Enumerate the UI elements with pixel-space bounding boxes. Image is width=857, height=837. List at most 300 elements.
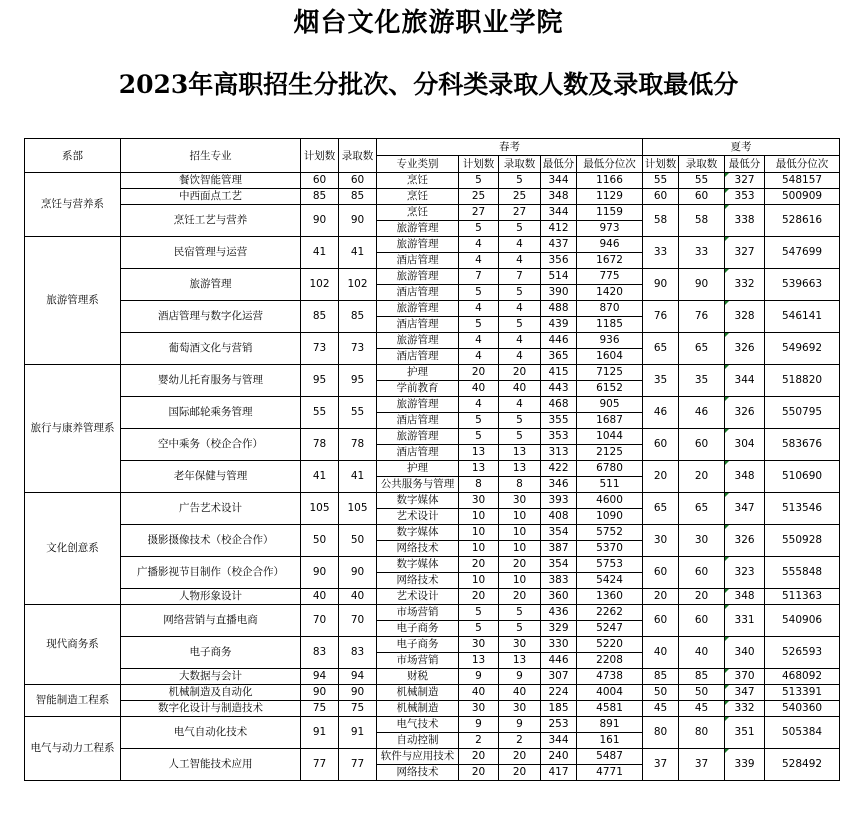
admit-cell: 41 xyxy=(339,461,377,493)
spring-admit-cell: 13 xyxy=(499,445,541,461)
spring-rank-cell: 5247 xyxy=(577,621,643,637)
spring-admit-cell: 13 xyxy=(499,653,541,669)
col-header-category: 专业类别 xyxy=(377,156,459,173)
spring-min-cell: 422 xyxy=(541,461,577,477)
plan-cell: 77 xyxy=(301,749,339,781)
spring-min-cell: 437 xyxy=(541,237,577,253)
spring-rank-cell: 5220 xyxy=(577,637,643,653)
spring-min-cell: 355 xyxy=(541,413,577,429)
spring-rank-cell: 4581 xyxy=(577,701,643,717)
spring-admit-cell: 8 xyxy=(499,477,541,493)
spring-category-cell: 旅游管理 xyxy=(377,221,459,237)
spring-admit-cell: 4 xyxy=(499,349,541,365)
spring-admit-cell: 4 xyxy=(499,253,541,269)
spring-plan-cell: 4 xyxy=(459,397,499,413)
summer-rank-cell: 540906 xyxy=(765,605,840,637)
spring-category-cell: 烹饪 xyxy=(377,189,459,205)
plan-cell: 90 xyxy=(301,205,339,237)
spring-admit-cell: 40 xyxy=(499,685,541,701)
table-row xyxy=(25,429,840,445)
spring-admit-cell: 5 xyxy=(499,221,541,237)
spring-category-cell: 护理 xyxy=(377,461,459,477)
spring-plan-cell: 5 xyxy=(459,173,499,189)
spring-category-cell: 财税 xyxy=(377,669,459,685)
spring-min-cell: 354 xyxy=(541,557,577,573)
plan-cell: 90 xyxy=(301,557,339,589)
table-row xyxy=(25,189,840,205)
spring-admit-cell: 20 xyxy=(499,365,541,381)
summer-admit-cell: 90 xyxy=(679,269,725,301)
spring-min-cell: 446 xyxy=(541,333,577,349)
spring-min-cell: 488 xyxy=(541,301,577,317)
summer-min-cell: 344 xyxy=(725,365,765,397)
spring-rank-cell: 5370 xyxy=(577,541,643,557)
spring-min-cell: 344 xyxy=(541,205,577,221)
spring-min-cell: 353 xyxy=(541,429,577,445)
summer-rank-cell: 555848 xyxy=(765,557,840,589)
spring-plan-cell: 8 xyxy=(459,477,499,493)
spring-admit-cell: 10 xyxy=(499,573,541,589)
summer-min-cell: 340 xyxy=(725,637,765,669)
spring-plan-cell: 5 xyxy=(459,285,499,301)
dept-cell: 智能制造工程系 xyxy=(25,685,121,717)
summer-admit-cell: 65 xyxy=(679,493,725,525)
spring-plan-cell: 4 xyxy=(459,333,499,349)
spring-rank-cell: 4600 xyxy=(577,493,643,509)
summer-min-cell: 348 xyxy=(725,589,765,605)
spring-min-cell: 443 xyxy=(541,381,577,397)
spring-admit-cell: 2 xyxy=(499,733,541,749)
spring-plan-cell: 4 xyxy=(459,349,499,365)
spring-plan-cell: 20 xyxy=(459,589,499,605)
table-row xyxy=(25,269,840,285)
col-header-spring-rank: 最低分位次 xyxy=(577,156,643,173)
summer-rank-cell: 528616 xyxy=(765,205,840,237)
admit-cell: 102 xyxy=(339,269,377,301)
dept-cell: 文化创意系 xyxy=(25,493,121,605)
summer-rank-cell: 511363 xyxy=(765,589,840,605)
spring-min-cell: 253 xyxy=(541,717,577,733)
spring-admit-cell: 7 xyxy=(499,269,541,285)
spring-plan-cell: 27 xyxy=(459,205,499,221)
summer-plan-cell: 65 xyxy=(643,333,679,365)
summer-plan-cell: 20 xyxy=(643,589,679,605)
major-name-cell: 广播影视节目制作（校企合作） xyxy=(121,557,301,589)
summer-min-cell: 304 xyxy=(725,429,765,461)
spring-plan-cell: 40 xyxy=(459,685,499,701)
summer-admit-cell: 60 xyxy=(679,189,725,205)
spring-admit-cell: 9 xyxy=(499,717,541,733)
summer-rank-cell: 505384 xyxy=(765,717,840,749)
admit-cell: 50 xyxy=(339,525,377,557)
spring-rank-cell: 775 xyxy=(577,269,643,285)
admit-cell: 41 xyxy=(339,237,377,269)
dept-cell: 现代商务系 xyxy=(25,605,121,685)
spring-plan-cell: 4 xyxy=(459,301,499,317)
spring-admit-cell: 30 xyxy=(499,493,541,509)
spring-plan-cell: 5 xyxy=(459,413,499,429)
spring-admit-cell: 5 xyxy=(499,317,541,333)
col-header-spring-admit: 录取数 xyxy=(499,156,541,173)
dept-cell: 电气与动力工程系 xyxy=(25,717,121,781)
summer-admit-cell: 37 xyxy=(679,749,725,781)
summer-admit-cell: 65 xyxy=(679,333,725,365)
major-name-cell: 餐饮智能管理 xyxy=(121,173,301,189)
admit-cell: 94 xyxy=(339,669,377,685)
major-name-cell: 摄影摄像技术（校企合作） xyxy=(121,525,301,557)
spring-plan-cell: 10 xyxy=(459,541,499,557)
spring-plan-cell: 10 xyxy=(459,525,499,541)
spring-plan-cell: 13 xyxy=(459,461,499,477)
plan-cell: 83 xyxy=(301,637,339,669)
major-name-cell: 电气自动化技术 xyxy=(121,717,301,749)
plan-cell: 73 xyxy=(301,333,339,365)
spring-plan-cell: 5 xyxy=(459,221,499,237)
summer-min-cell: 351 xyxy=(725,717,765,749)
summer-plan-cell: 46 xyxy=(643,397,679,429)
summer-admit-cell: 58 xyxy=(679,205,725,237)
plan-cell: 41 xyxy=(301,461,339,493)
table-row xyxy=(25,557,840,573)
summer-min-cell: 353 xyxy=(725,189,765,205)
summer-rank-cell: 583676 xyxy=(765,429,840,461)
summer-admit-cell: 55 xyxy=(679,173,725,189)
spring-category-cell: 护理 xyxy=(377,365,459,381)
summer-plan-cell: 60 xyxy=(643,557,679,589)
spring-category-cell: 旅游管理 xyxy=(377,333,459,349)
plan-cell: 102 xyxy=(301,269,339,301)
spring-plan-cell: 2 xyxy=(459,733,499,749)
major-name-cell: 广告艺术设计 xyxy=(121,493,301,525)
plan-cell: 70 xyxy=(301,605,339,637)
spring-category-cell: 电子商务 xyxy=(377,621,459,637)
spring-category-cell: 烹饪 xyxy=(377,173,459,189)
summer-rank-cell: 518820 xyxy=(765,365,840,397)
spring-rank-cell: 1687 xyxy=(577,413,643,429)
spring-min-cell: 514 xyxy=(541,269,577,285)
spring-min-cell: 439 xyxy=(541,317,577,333)
spring-admit-cell: 20 xyxy=(499,589,541,605)
spring-rank-cell: 1360 xyxy=(577,589,643,605)
plan-cell: 78 xyxy=(301,429,339,461)
summer-min-cell: 323 xyxy=(725,557,765,589)
summer-min-cell: 327 xyxy=(725,237,765,269)
major-name-cell: 数字化设计与制造技术 xyxy=(121,701,301,717)
spring-min-cell: 185 xyxy=(541,701,577,717)
spring-plan-cell: 5 xyxy=(459,605,499,621)
summer-admit-cell: 80 xyxy=(679,717,725,749)
summer-plan-cell: 30 xyxy=(643,525,679,557)
spring-admit-cell: 40 xyxy=(499,381,541,397)
spring-category-cell: 软件与应用技术 xyxy=(377,749,459,765)
spring-category-cell: 旅游管理 xyxy=(377,397,459,413)
summer-rank-cell: 550795 xyxy=(765,397,840,429)
spring-plan-cell: 20 xyxy=(459,749,499,765)
admit-cell: 91 xyxy=(339,717,377,749)
spring-min-cell: 330 xyxy=(541,637,577,653)
table-row xyxy=(25,605,840,621)
spring-category-cell: 旅游管理 xyxy=(377,269,459,285)
spring-rank-cell: 1090 xyxy=(577,509,643,525)
col-header-summer-rank: 最低分位次 xyxy=(765,156,840,173)
major-name-cell: 葡萄酒文化与营销 xyxy=(121,333,301,365)
summer-min-cell: 328 xyxy=(725,301,765,333)
plan-cell: 55 xyxy=(301,397,339,429)
summer-admit-cell: 20 xyxy=(679,461,725,493)
col-header-spring: 春考 xyxy=(377,139,643,156)
spring-plan-cell: 4 xyxy=(459,237,499,253)
spring-min-cell: 356 xyxy=(541,253,577,269)
spring-admit-cell: 4 xyxy=(499,237,541,253)
summer-admit-cell: 30 xyxy=(679,525,725,557)
major-name-cell: 国际邮轮乘务管理 xyxy=(121,397,301,429)
spring-rank-cell: 5487 xyxy=(577,749,643,765)
col-header-summer: 夏考 xyxy=(643,139,840,156)
table-row xyxy=(25,589,840,605)
table-row xyxy=(25,685,840,701)
table-row xyxy=(25,701,840,717)
spring-admit-cell: 5 xyxy=(499,605,541,621)
table-body xyxy=(25,173,840,781)
spring-rank-cell: 2262 xyxy=(577,605,643,621)
summer-plan-cell: 33 xyxy=(643,237,679,269)
plan-cell: 95 xyxy=(301,365,339,397)
spring-rank-cell: 1420 xyxy=(577,285,643,301)
summer-plan-cell: 40 xyxy=(643,637,679,669)
summer-rank-cell: 513391 xyxy=(765,685,840,701)
summer-min-cell: 326 xyxy=(725,333,765,365)
spring-admit-cell: 30 xyxy=(499,637,541,653)
spring-admit-cell: 5 xyxy=(499,413,541,429)
major-name-cell: 婴幼儿托育服务与管理 xyxy=(121,365,301,397)
admit-cell: 90 xyxy=(339,685,377,701)
summer-rank-cell: 539663 xyxy=(765,269,840,301)
spring-category-cell: 学前教育 xyxy=(377,381,459,397)
spring-admit-cell: 5 xyxy=(499,621,541,637)
spring-admit-cell: 25 xyxy=(499,189,541,205)
spring-admit-cell: 20 xyxy=(499,557,541,573)
spring-rank-cell: 870 xyxy=(577,301,643,317)
table-row xyxy=(25,333,840,349)
summer-plan-cell: 80 xyxy=(643,717,679,749)
spring-plan-cell: 20 xyxy=(459,557,499,573)
table-row xyxy=(25,669,840,685)
col-header-summer-plan: 计划数 xyxy=(643,156,679,173)
dept-cell: 烹饪与营养系 xyxy=(25,173,121,237)
spring-rank-cell: 946 xyxy=(577,237,643,253)
spring-category-cell: 网络技术 xyxy=(377,765,459,781)
summer-min-cell: 327 xyxy=(725,173,765,189)
spring-category-cell: 机械制造 xyxy=(377,701,459,717)
summer-plan-cell: 58 xyxy=(643,205,679,237)
spring-plan-cell: 10 xyxy=(459,509,499,525)
spring-rank-cell: 973 xyxy=(577,221,643,237)
spring-category-cell: 旅游管理 xyxy=(377,301,459,317)
major-name-cell: 老年保健与管理 xyxy=(121,461,301,493)
spring-rank-cell: 2125 xyxy=(577,445,643,461)
spring-min-cell: 390 xyxy=(541,285,577,301)
spring-min-cell: 224 xyxy=(541,685,577,701)
plan-cell: 50 xyxy=(301,525,339,557)
spring-admit-cell: 20 xyxy=(499,749,541,765)
spring-category-cell: 机械制造 xyxy=(377,685,459,701)
admit-cell: 85 xyxy=(339,301,377,333)
spring-category-cell: 网络技术 xyxy=(377,573,459,589)
summer-min-cell: 370 xyxy=(725,669,765,685)
spring-rank-cell: 5753 xyxy=(577,557,643,573)
spring-category-cell: 酒店管理 xyxy=(377,445,459,461)
spring-admit-cell: 5 xyxy=(499,429,541,445)
spring-plan-cell: 20 xyxy=(459,765,499,781)
spring-min-cell: 446 xyxy=(541,653,577,669)
header-row-1 xyxy=(25,139,840,156)
spring-admit-cell: 5 xyxy=(499,285,541,301)
spring-min-cell: 360 xyxy=(541,589,577,605)
spring-plan-cell: 25 xyxy=(459,189,499,205)
admit-cell: 60 xyxy=(339,173,377,189)
spring-min-cell: 307 xyxy=(541,669,577,685)
plan-cell: 85 xyxy=(301,301,339,333)
summer-plan-cell: 60 xyxy=(643,429,679,461)
plan-cell: 91 xyxy=(301,717,339,749)
spring-rank-cell: 1672 xyxy=(577,253,643,269)
plan-cell: 85 xyxy=(301,189,339,205)
spring-admit-cell: 20 xyxy=(499,765,541,781)
summer-plan-cell: 20 xyxy=(643,461,679,493)
spring-plan-cell: 9 xyxy=(459,717,499,733)
summer-admit-cell: 50 xyxy=(679,685,725,701)
spring-plan-cell: 5 xyxy=(459,317,499,333)
spring-category-cell: 艺术设计 xyxy=(377,589,459,605)
plan-cell: 60 xyxy=(301,173,339,189)
col-header-spring-min: 最低分 xyxy=(541,156,577,173)
summer-min-cell: 332 xyxy=(725,701,765,717)
summer-min-cell: 339 xyxy=(725,749,765,781)
spring-rank-cell: 1604 xyxy=(577,349,643,365)
spring-category-cell: 网络技术 xyxy=(377,541,459,557)
summer-rank-cell: 510690 xyxy=(765,461,840,493)
dept-cell: 旅游管理系 xyxy=(25,237,121,365)
summer-plan-cell: 90 xyxy=(643,269,679,301)
spring-rank-cell: 1159 xyxy=(577,205,643,221)
spring-admit-cell: 30 xyxy=(499,701,541,717)
table-row xyxy=(25,493,840,509)
summer-plan-cell: 37 xyxy=(643,749,679,781)
spring-category-cell: 旅游管理 xyxy=(377,237,459,253)
admit-cell: 40 xyxy=(339,589,377,605)
col-header-admit: 录取数 xyxy=(339,139,377,173)
spring-plan-cell: 5 xyxy=(459,621,499,637)
admission-table xyxy=(24,138,840,781)
spring-category-cell: 数字媒体 xyxy=(377,525,459,541)
spring-rank-cell: 7125 xyxy=(577,365,643,381)
table-row xyxy=(25,205,840,221)
spring-category-cell: 酒店管理 xyxy=(377,285,459,301)
spring-admit-cell: 9 xyxy=(499,669,541,685)
spring-rank-cell: 6780 xyxy=(577,461,643,477)
spring-plan-cell: 10 xyxy=(459,573,499,589)
major-name-cell: 电子商务 xyxy=(121,637,301,669)
spring-category-cell: 烹饪 xyxy=(377,205,459,221)
admit-cell: 77 xyxy=(339,749,377,781)
admit-cell: 95 xyxy=(339,365,377,397)
admit-cell: 78 xyxy=(339,429,377,461)
major-name-cell: 民宿管理与运营 xyxy=(121,237,301,269)
spring-min-cell: 365 xyxy=(541,349,577,365)
spring-plan-cell: 20 xyxy=(459,365,499,381)
admit-cell: 55 xyxy=(339,397,377,429)
summer-rank-cell: 468092 xyxy=(765,669,840,685)
spring-rank-cell: 1044 xyxy=(577,429,643,445)
spring-min-cell: 393 xyxy=(541,493,577,509)
admit-cell: 73 xyxy=(339,333,377,365)
spring-category-cell: 公共服务与管理 xyxy=(377,477,459,493)
summer-admit-cell: 40 xyxy=(679,637,725,669)
spring-min-cell: 313 xyxy=(541,445,577,461)
spring-min-cell: 240 xyxy=(541,749,577,765)
summer-plan-cell: 45 xyxy=(643,701,679,717)
summer-plan-cell: 60 xyxy=(643,605,679,637)
table-row xyxy=(25,461,840,477)
spring-plan-cell: 13 xyxy=(459,653,499,669)
summer-min-cell: 348 xyxy=(725,461,765,493)
spring-admit-cell: 4 xyxy=(499,301,541,317)
spring-admit-cell: 5 xyxy=(499,173,541,189)
spring-category-cell: 数字媒体 xyxy=(377,557,459,573)
spring-admit-cell: 10 xyxy=(499,525,541,541)
col-header-spring-plan: 计划数 xyxy=(459,156,499,173)
spring-rank-cell: 891 xyxy=(577,717,643,733)
major-name-cell: 大数据与会计 xyxy=(121,669,301,685)
summer-rank-cell: 528492 xyxy=(765,749,840,781)
table-row xyxy=(25,637,840,653)
summer-plan-cell: 50 xyxy=(643,685,679,701)
table-row xyxy=(25,525,840,541)
spring-plan-cell: 7 xyxy=(459,269,499,285)
spring-plan-cell: 30 xyxy=(459,637,499,653)
admit-cell: 90 xyxy=(339,205,377,237)
summer-admit-cell: 76 xyxy=(679,301,725,333)
major-name-cell: 人物形象设计 xyxy=(121,589,301,605)
plan-cell: 40 xyxy=(301,589,339,605)
dept-cell: 旅行与康养管理系 xyxy=(25,365,121,493)
summer-rank-cell: 550928 xyxy=(765,525,840,557)
spring-category-cell: 酒店管理 xyxy=(377,253,459,269)
table-row xyxy=(25,749,840,765)
col-header-major: 招生专业 xyxy=(121,139,301,173)
table-row xyxy=(25,173,840,189)
admit-cell: 75 xyxy=(339,701,377,717)
report-title: 2023年高职招生分批次、分科类录取人数及录取最低分 xyxy=(118,70,739,99)
plan-cell: 90 xyxy=(301,685,339,701)
table-row xyxy=(25,301,840,317)
spring-min-cell: 354 xyxy=(541,525,577,541)
spring-category-cell: 市场营销 xyxy=(377,605,459,621)
summer-min-cell: 338 xyxy=(725,205,765,237)
spring-min-cell: 348 xyxy=(541,189,577,205)
spring-min-cell: 344 xyxy=(541,173,577,189)
plan-cell: 105 xyxy=(301,493,339,525)
spring-admit-cell: 10 xyxy=(499,541,541,557)
spring-rank-cell: 1166 xyxy=(577,173,643,189)
summer-plan-cell: 65 xyxy=(643,493,679,525)
spring-category-cell: 旅游管理 xyxy=(377,429,459,445)
major-name-cell: 人工智能技术应用 xyxy=(121,749,301,781)
summer-min-cell: 347 xyxy=(725,493,765,525)
plan-cell: 75 xyxy=(301,701,339,717)
col-header-summer-admit: 录取数 xyxy=(679,156,725,173)
spring-rank-cell: 1185 xyxy=(577,317,643,333)
